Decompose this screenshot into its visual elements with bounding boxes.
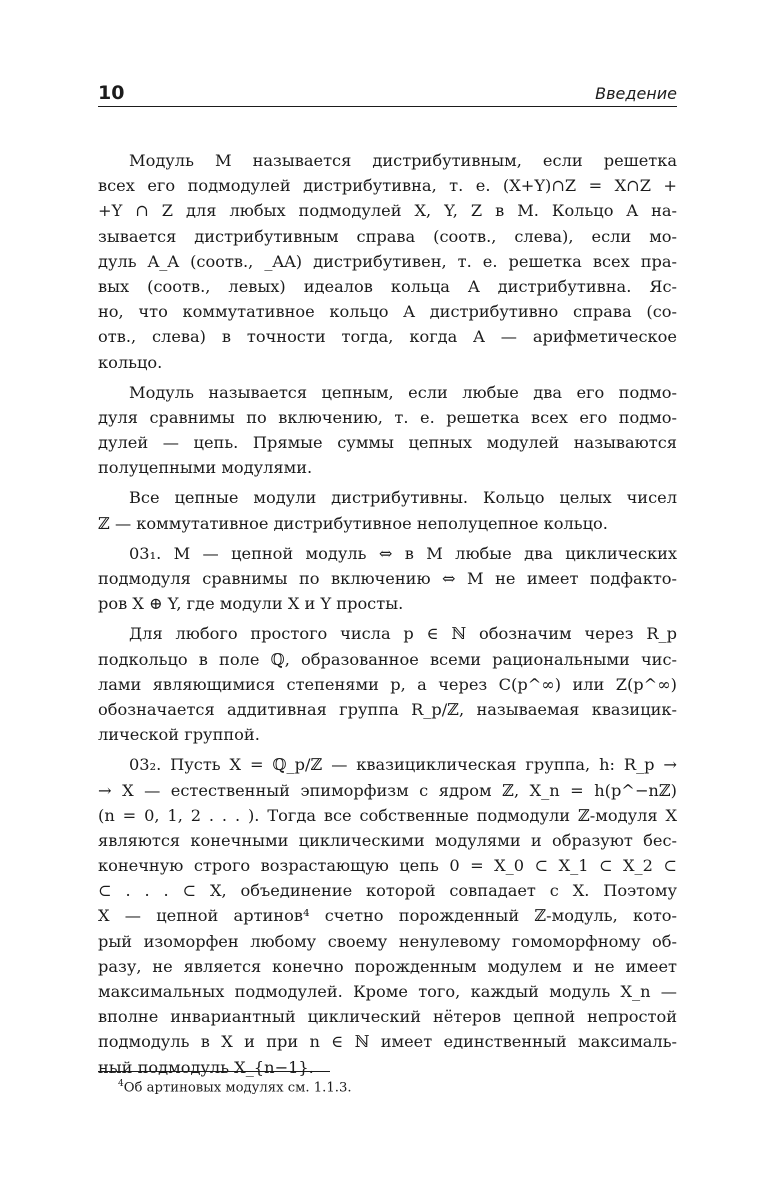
text-line: 03₁. M — цепной модуль ⇔ в M любые два циклических: [129, 543, 677, 563]
footnote-marker: 4: [118, 1079, 124, 1089]
text-line: подмодуль в X и при n ∈ ℕ имеет единственный максималь-: [98, 1032, 677, 1052]
text-line: Все цепные модули дистрибутивны. Кольцо целых чисел: [129, 488, 677, 508]
text-line: являются конечными циклическими модулями и образуют бес-: [98, 830, 677, 850]
footnote-text: Об артиновых модулях см. 1.1.3.: [123, 1080, 352, 1096]
text-line: Для любого простого числа p ∈ ℕ обозначим через R_p: [129, 624, 677, 644]
text-line: кольцо.: [98, 352, 163, 372]
text-line: Модуль называется цепным, если любые два его подмо-: [129, 382, 677, 402]
text-line: разу, не является конечно порожденным модулем и не имеет: [98, 956, 677, 976]
text-line: подкольцо в поле ℚ, образованное всеми рациональными чис-: [98, 649, 677, 669]
text-line: ный подмодуль X_{n−1}.: [98, 1057, 314, 1077]
page-number: 10: [98, 82, 125, 104]
text-line: вполне инвариантный циклический нётеров цепной непростой: [98, 1007, 677, 1027]
text-line: обозначается аддитивная группа R_p/ℤ, называемая квазицик-: [98, 699, 677, 719]
text-line: рый изоморфен любому своему ненулевому гомоморфному об-: [98, 931, 677, 951]
footnote: [118, 1075, 352, 1097]
text-line: зывается дистрибутивным справа (соотв., слева), если мо-: [98, 226, 677, 246]
text-line: но, что коммутативное кольцо A дистрибутивно справа (со-: [98, 302, 677, 322]
body-text: [98, 148, 677, 1080]
text-line: → X — естественный эпиморфизм с ядром ℤ, X_n = h(p^−nℤ): [98, 780, 677, 800]
text-line: подмодуля сравнимы по включению ⇔ M не имеет подфакто-: [98, 569, 677, 588]
text-line: ⊂ . . . ⊂ X, объединение которой совпадает с X. Поэтому: [98, 881, 677, 901]
text-line: дуля сравнимы по включению, т. е. решетка всех его подмо-: [98, 407, 677, 427]
text-line: X — цепной артинов⁴ счетно порожденный ℤ-модуль, кото-: [98, 906, 677, 926]
text-line: ℤ — коммутативное дистрибутивное неполуцепное кольцо.: [98, 513, 608, 533]
text-line: всех его подмодулей дистрибутивна, т. е. (X+Y)∩Z = X∩Z +: [98, 176, 677, 196]
text-line: отв., слева) в точности тогда, когда A — арифметическое: [98, 327, 677, 347]
running-head: Введение: [595, 84, 677, 103]
text-line: полуцепными модулями.: [98, 458, 313, 478]
footnote-rule: [98, 1071, 330, 1072]
text-line: конечную строго возрастающую цепь 0 = X_0 ⊂ X_1 ⊂ X_2 ⊂: [98, 856, 677, 876]
header-rule: [98, 106, 677, 107]
text-line: лической группой.: [98, 725, 260, 745]
text-line: (n = 0, 1, 2 . . . ). Тогда все собственные подмодули ℤ-модуля X: [98, 805, 677, 825]
text-line: максимальных подмодулей. Кроме того, каждый модуль X_n —: [98, 982, 677, 1001]
text-line: 03₂. Пусть X = ℚ_p/ℤ — квазициклическая группа, h: R_p →: [129, 755, 677, 775]
text-line: Модуль M называется дистрибутивным, если решетка: [129, 151, 677, 170]
text-line: +Y ∩ Z для любых подмодулей X, Y, Z в M. Кольцо A на-: [98, 201, 677, 221]
text-line: дуль A_A (соотв., _AA) дистрибутивен, т. е. решетка всех пра-: [98, 251, 677, 271]
page-header: [98, 80, 677, 106]
text-line: ров X ⊕ Y, где модули X и Y просты.: [98, 594, 404, 614]
text-line: лами являющимися степенями p, а через C(p^∞) или Z(p^∞): [98, 674, 677, 694]
text-line: дулей — цепь. Прямые суммы цепных модулей называются: [98, 433, 677, 453]
text-line: вых (соотв., левых) идеалов кольца A дистрибутивна. Яс-: [98, 276, 677, 296]
